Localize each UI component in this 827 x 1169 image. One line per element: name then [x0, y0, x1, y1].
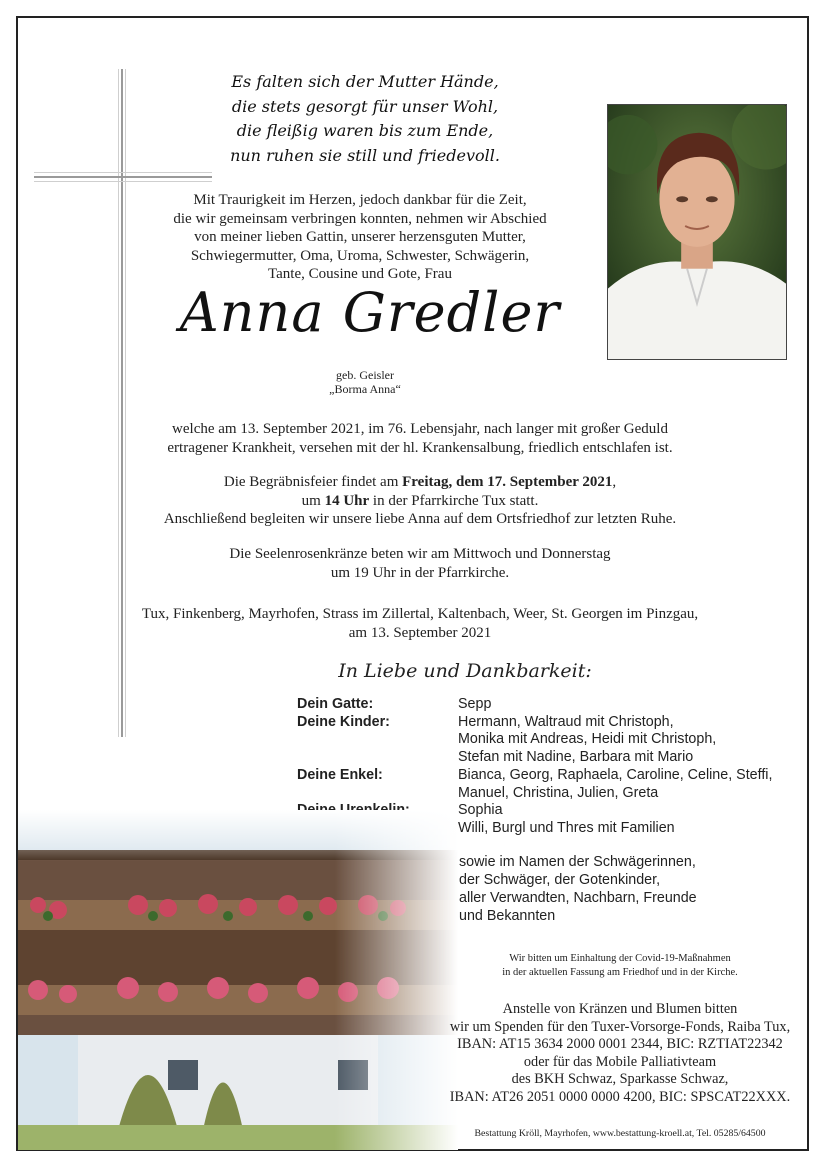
deceased-name: Anna Gredler: [179, 281, 561, 344]
poem-line: die stets gesorgt für unser Wohl,: [231, 96, 499, 116]
intro-line: die wir gemeinsam verbringen konnten, nehmen wir Abschied: [173, 210, 547, 227]
funeral-home-footer: Bestattung Kröll, Mayrhofen, www.bestattung-kroell.at, Tel. 05285/64500: [474, 1128, 766, 1139]
mourner-names: [458, 820, 798, 838]
funeral-line-2: [90, 492, 750, 511]
rosary-info: [90, 545, 750, 582]
poem-line: Es falten sich der Mutter Hände,: [231, 72, 499, 91]
donation-info: [420, 1001, 820, 1107]
mourner-line: Sepp: [458, 696, 492, 712]
mourner-names: [458, 696, 798, 714]
covid-line: in der aktuellen Fassung am Friedhof und in der Kirche.: [502, 967, 738, 978]
intro-line: Mit Traurigkeit im Herzen, jedoch dankbar für die Zeit,: [193, 192, 527, 208]
also-line: und Bekannten: [459, 908, 556, 924]
birth-info: [305, 368, 425, 396]
mourner-line: Hermann, Waltraud mit Christoph,: [458, 713, 674, 730]
birth-name: geb. Geisler: [336, 368, 394, 382]
mourner-row: [297, 696, 798, 714]
poem-line: nun ruhen sie still und friedevoll.: [230, 145, 500, 165]
also-line: aller Verwandten, Nachbarn, Freunde: [459, 890, 697, 906]
donation-line: wir um Spenden für den Tuxer-Vorsorge-Fonds, Raiba Tux,: [449, 1018, 791, 1035]
covid-notice: [470, 952, 770, 980]
also-on-behalf: [459, 853, 697, 925]
portrait-photo: [607, 104, 787, 360]
mourner-names: [458, 714, 798, 767]
mourner-line: Bianca, Georg, Raphaela, Caroline, Celine, Steffi,: [458, 766, 773, 783]
covid-line: Wir bitten um Einhaltung der Covid-19-Maßnahmen: [509, 953, 731, 964]
mourner-row: [297, 714, 798, 767]
funeral-info: [90, 473, 750, 529]
intro-text: [150, 191, 570, 284]
intro-line: Schwiegermutter, Oma, Uroma, Schwester, Schwägerin,: [190, 247, 530, 264]
places-date: [90, 605, 750, 642]
funeral-text: Die Begräbnisfeier findet am: [223, 474, 403, 490]
rosary-line: Die Seelenrosenkränze beten wir am Mittwoch und Donnerstag: [229, 546, 611, 562]
death-line: welche am 13. September 2021, im 76. Lebensjahr, nach langer mit großer Geduld: [172, 421, 668, 437]
farmhouse-photo: [18, 810, 458, 1150]
funeral-time: 14 Uhr: [324, 492, 370, 509]
mourner-names: [458, 802, 798, 820]
funeral-text: in der Pfarrkirche Tux statt.: [369, 492, 539, 509]
death-line: ertragener Krankheit, versehen mit der hl. Krankensalbung, friedlich entschlafen ist.: [167, 439, 673, 456]
donation-line: oder für das Mobile Palliativteam: [523, 1053, 717, 1070]
donation-line: IBAN: AT15 3634 2000 0001 2344, BIC: RZTIAT22342: [457, 1036, 783, 1053]
dankbarkeit-heading: In Liebe und Dankbarkeit:: [338, 660, 592, 682]
mourner-label: Dein Gatte:: [297, 696, 374, 712]
date-line: am 13. September 2021: [348, 624, 492, 641]
funeral-text: ,: [612, 474, 617, 490]
also-line: sowie im Namen der Schwägerinnen,: [459, 854, 696, 870]
rosary-line: um 19 Uhr in der Pfarrkirche.: [330, 564, 510, 581]
mourner-label: Deine Enkel:: [297, 766, 383, 783]
funeral-text: um: [301, 492, 325, 509]
mourner-line: Willi, Burgl und Thres mit Familien: [458, 819, 675, 836]
donation-line: Anstelle von Kränzen und Blumen bitten: [502, 1001, 738, 1017]
death-text: [90, 420, 750, 457]
funeral-date: Freitag, dem 17. September 2021: [402, 474, 613, 490]
nickname: „Borma Anna“: [329, 382, 401, 396]
donation-line: des BKH Schwaz, Sparkasse Schwaz,: [511, 1071, 729, 1088]
intro-line: von meiner lieben Gattin, unserer herzensguten Mutter,: [194, 229, 526, 245]
places-line: Tux, Finkenberg, Mayrhofen, Strass im Zillertal, Kaltenbach, Weer, St. Georgen im Pinzgau,: [141, 606, 699, 622]
mourner-line: Manuel, Christina, Julien, Greta: [458, 784, 659, 801]
poem: [200, 70, 530, 168]
intro-line: Tante, Cousine und Gote, Frau: [268, 266, 452, 282]
mourner-line: Monika mit Andreas, Heidi mit Christoph,: [458, 731, 717, 748]
poem-line: die fleißig waren bis zum Ende,: [236, 121, 494, 140]
also-line: der Schwäger, der Gotenkinder,: [459, 872, 661, 888]
funeral-line-3: Anschließend begleiten wir unsere liebe Anna auf dem Ortsfriedhof zur letzten Ruhe.: [163, 511, 677, 527]
cross-horizontal: [34, 176, 212, 178]
donation-line: IBAN: AT26 2051 0000 0000 4200, BIC: SPSCAT22XXX.: [449, 1088, 791, 1105]
mourner-names: [458, 767, 798, 802]
funeral-line-1: [90, 473, 750, 492]
mourner-row: [297, 767, 798, 802]
mourner-line: Stefan mit Nadine, Barbara mit Mario: [458, 749, 694, 766]
mourner-label: Deine Kinder:: [297, 713, 390, 730]
mourner-line: Sophia: [458, 802, 503, 819]
